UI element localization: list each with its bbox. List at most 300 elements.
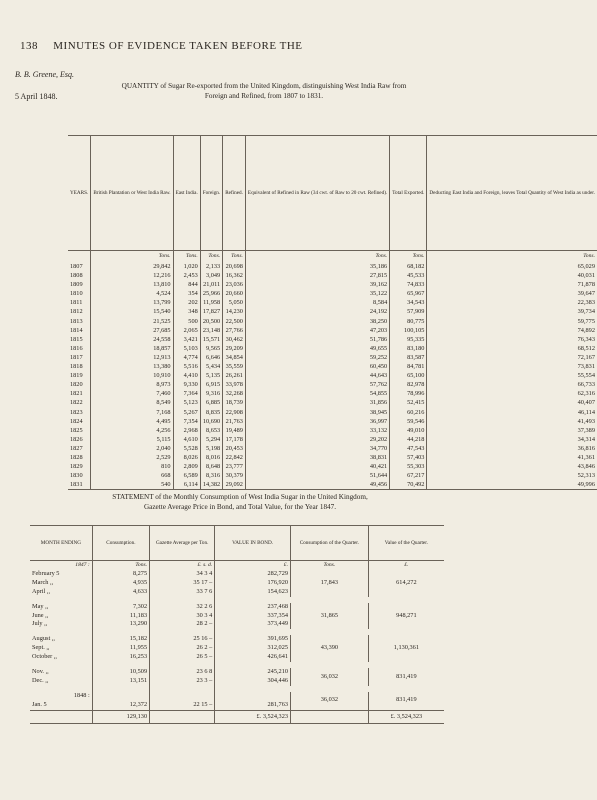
running-header — [20, 40, 440, 52]
value-cell: 33,132 — [245, 426, 389, 435]
value-cell: 35,559 — [223, 362, 246, 371]
year-cell: 1816 — [70, 344, 83, 352]
value-cell: 29,842 — [91, 262, 173, 271]
value-cell: 21,525 — [91, 317, 173, 326]
year-cell: 1817 — [70, 353, 83, 361]
value-cell: 20,500 — [200, 317, 222, 326]
value-cell: 57,762 — [245, 380, 389, 389]
value-cell: 15,540 — [91, 307, 173, 316]
value-cell: 2,529 — [91, 453, 173, 462]
year-cell: 1814 — [70, 326, 83, 334]
value-cell: 15,571 — [200, 335, 222, 344]
total-consumption: 129,130 — [92, 710, 149, 723]
table1-caption — [84, 82, 444, 101]
value-cell: 5,294 — [200, 435, 222, 444]
month-cell: May ,, — [32, 602, 49, 610]
table-row — [68, 289, 597, 298]
year-cell: 1829 — [70, 463, 83, 471]
value-cell: 8,549 — [91, 398, 173, 407]
total-quarter-value: £. 3,524,323 — [368, 710, 444, 723]
value-cell: 76,343 — [427, 335, 597, 344]
value-cell: 22,908 — [223, 408, 246, 417]
value-cell: 202 — [173, 298, 200, 307]
value-cell: 59,252 — [245, 353, 389, 362]
table-row — [68, 353, 597, 362]
value-cell: 23,036 — [223, 280, 246, 289]
evidence-date: 5 April 1848. — [15, 92, 58, 101]
table2-unit-2: £. s. d. — [150, 561, 215, 570]
value-cell: 7,302 — [92, 603, 149, 612]
empty-cell — [215, 692, 291, 701]
value-cell: 29,209 — [223, 344, 246, 353]
value-cell: 8,026 — [173, 453, 200, 462]
table2-unit-3: £. — [215, 561, 291, 570]
value-cell: 32 2 6 — [150, 603, 215, 612]
value-cell: 237,468 — [215, 603, 291, 612]
value-cell: 2,453 — [173, 271, 200, 280]
value-cell: 83,587 — [390, 353, 427, 362]
value-cell: 10,910 — [91, 371, 173, 380]
table1-header-0: YEARS. — [68, 136, 91, 251]
quarter-value: 948,271 — [368, 603, 444, 630]
quarter-consumption: 31,865 — [291, 603, 369, 630]
value-cell: 2,968 — [173, 426, 200, 435]
value-cell: 5,528 — [173, 444, 200, 453]
value-cell: 51,786 — [245, 335, 389, 344]
value-cell: 2,133 — [200, 262, 222, 271]
value-cell: 8,653 — [200, 426, 222, 435]
table2-header-5: Value of the Quarter. — [368, 526, 444, 561]
year-cell: 1812 — [70, 308, 83, 316]
table2-unit-1: Tons. — [92, 561, 149, 570]
table-row — [68, 389, 597, 398]
value-cell: 40,031 — [427, 271, 597, 280]
quarter-consumption: 36,032 — [291, 668, 369, 686]
value-cell: 4,410 — [173, 371, 200, 380]
table2-header-2: Gazette Average per Ton. — [150, 526, 215, 561]
value-cell: 540 — [91, 480, 173, 490]
table-row — [30, 603, 444, 612]
table-row — [68, 317, 597, 326]
value-cell: 40,421 — [245, 462, 389, 471]
value-cell: 25,966 — [200, 289, 222, 298]
value-cell: 810 — [91, 462, 173, 471]
year-label: 1848 : — [73, 691, 90, 699]
value-cell: 74,833 — [390, 280, 427, 289]
year-cell: 1811 — [70, 299, 83, 307]
value-cell: 14,230 — [223, 307, 246, 316]
table1-unit-5: Tons. — [245, 251, 389, 263]
month-cell: Dec. ,, — [32, 676, 49, 684]
year-cell: 1831 — [68, 480, 91, 490]
value-cell: 12,216 — [91, 271, 173, 280]
value-cell: 22,383 — [427, 298, 597, 307]
quarter-value: 1,130,361 — [368, 635, 444, 662]
value-cell: 4,633 — [92, 588, 149, 597]
table-row — [30, 570, 444, 579]
value-cell: 10,690 — [200, 417, 222, 426]
value-cell: 41,361 — [427, 453, 597, 462]
value-cell: 5,115 — [91, 435, 173, 444]
value-cell: 27,766 — [223, 326, 246, 335]
value-cell: 84,781 — [390, 362, 427, 371]
value-cell: 500 — [173, 317, 200, 326]
table-row — [68, 271, 597, 280]
value-cell: 15,182 — [92, 635, 149, 644]
value-cell: 33,978 — [223, 380, 246, 389]
month-cell: October ,, — [32, 653, 58, 661]
table2-unit-0: 1847 : — [75, 562, 90, 568]
total-row — [30, 710, 444, 723]
value-cell: 5,103 — [173, 344, 200, 353]
value-cell: 44,643 — [245, 371, 389, 380]
quarter-value: 831,419 — [368, 668, 444, 686]
value-cell: 7,460 — [91, 389, 173, 398]
value-cell: 8,316 — [200, 471, 222, 480]
table-row — [68, 398, 597, 407]
value-cell: 13,380 — [91, 362, 173, 371]
month-cell: March ,, — [32, 578, 54, 586]
value-cell: 25 16 – — [150, 635, 215, 644]
value-cell: 29,202 — [245, 435, 389, 444]
value-cell: 17,178 — [223, 435, 246, 444]
value-cell: 21,011 — [200, 280, 222, 289]
year-cell: 1824 — [70, 417, 83, 425]
quarter-value: 831,419 — [368, 692, 444, 710]
table1-unit-6: Tons. — [390, 251, 427, 263]
value-cell: 11,183 — [92, 612, 149, 621]
value-cell: 5,267 — [173, 408, 200, 417]
monthly-consumption-table — [30, 525, 444, 724]
table-row — [68, 326, 597, 335]
value-cell: 337,354 — [215, 612, 291, 621]
year-cell: 1827 — [70, 444, 83, 452]
month-cell: April ,, — [32, 587, 51, 595]
value-cell: 34 3 4 — [150, 570, 215, 579]
value-cell: 17,827 — [200, 307, 222, 316]
value-cell: 49,010 — [390, 426, 427, 435]
value-cell: 26 2 – — [150, 644, 215, 653]
value-cell: 49,456 — [245, 480, 389, 490]
value-cell: 34,314 — [427, 435, 597, 444]
year-cell: 1830 — [70, 472, 83, 480]
table-row — [68, 444, 597, 453]
value-cell: 312,025 — [215, 644, 291, 653]
month-cell: Sept. ,, — [32, 644, 50, 652]
value-cell: 18,739 — [223, 398, 246, 407]
value-cell: 5,198 — [200, 444, 222, 453]
value-cell: 22,842 — [223, 453, 246, 462]
value-cell: 23 3 – — [150, 677, 215, 686]
value-cell: 70,492 — [390, 480, 427, 490]
value-cell: 34,770 — [245, 444, 389, 453]
value-cell: 65,029 — [427, 262, 597, 271]
value-cell: 39,734 — [427, 307, 597, 316]
value-cell: 348 — [173, 307, 200, 316]
value-cell: 176,920 — [215, 579, 291, 588]
table-row — [68, 380, 597, 389]
table1-header-2: East India. — [173, 136, 200, 251]
value-cell: 7,168 — [91, 408, 173, 417]
value-cell: 281,763 — [215, 701, 291, 710]
table-row — [68, 335, 597, 344]
value-cell: 373,449 — [215, 620, 291, 629]
value-cell: 39,162 — [245, 280, 389, 289]
value-cell: 55,554 — [427, 371, 597, 380]
value-cell: 4,610 — [173, 435, 200, 444]
value-cell: 24,192 — [245, 307, 389, 316]
value-cell: 43,846 — [427, 462, 597, 471]
value-cell: 71,878 — [427, 280, 597, 289]
value-cell: 4,935 — [92, 579, 149, 588]
value-cell: 13,810 — [91, 280, 173, 289]
year-cell: 1823 — [70, 408, 83, 416]
table2-caption-line1: STATEMENT of the Monthly Consumption of West India Sugar in the United Kingdom, — [112, 493, 368, 501]
value-cell: 20,660 — [223, 289, 246, 298]
value-cell: 30,379 — [223, 471, 246, 480]
value-cell: 245,210 — [215, 668, 291, 677]
value-cell: 55,303 — [390, 462, 427, 471]
value-cell: 6,885 — [200, 398, 222, 407]
table-row — [68, 262, 597, 271]
value-cell: 27,685 — [91, 326, 173, 335]
value-cell: 391,695 — [215, 635, 291, 644]
value-cell: 154,623 — [215, 588, 291, 597]
value-cell: 68,182 — [390, 262, 427, 271]
value-cell: 41,493 — [427, 417, 597, 426]
table-row — [68, 480, 597, 490]
value-cell: 82,978 — [390, 380, 427, 389]
value-cell: 20,698 — [223, 262, 246, 271]
value-cell: 49,655 — [245, 344, 389, 353]
value-cell: 23 6 8 — [150, 668, 215, 677]
value-cell: 844 — [173, 280, 200, 289]
table-row — [68, 417, 597, 426]
value-cell: 4,774 — [173, 353, 200, 362]
value-cell: 354 — [173, 289, 200, 298]
year-cell: 1807 — [70, 263, 83, 270]
table1-header-4: Refined. — [223, 136, 246, 251]
value-cell: 39,647 — [427, 289, 597, 298]
table1-unit-2: Tons. — [173, 251, 200, 263]
year-cell: 1815 — [70, 335, 83, 343]
value-cell: 26,261 — [223, 371, 246, 380]
value-cell: 668 — [91, 471, 173, 480]
value-cell: 12,372 — [92, 701, 149, 710]
table-row — [30, 635, 444, 644]
value-cell: 14,382 — [200, 480, 222, 490]
value-cell: 6,114 — [173, 480, 200, 490]
quarter-consumption: 17,843 — [291, 570, 369, 597]
value-cell: 100,105 — [390, 326, 427, 335]
table1-unit-7: Tons. — [427, 251, 597, 263]
value-cell: 38,250 — [245, 317, 389, 326]
value-cell: 6,646 — [200, 353, 222, 362]
table-row — [68, 435, 597, 444]
value-cell: 47,203 — [245, 326, 389, 335]
table2-unit-5: £. — [368, 561, 444, 570]
header-title: MINUTES OF EVIDENCE TAKEN BEFORE THE — [53, 40, 303, 52]
table-row — [68, 462, 597, 471]
table2-header-3: VALUE IN BOND. — [215, 526, 291, 561]
value-cell: 2,040 — [91, 444, 173, 453]
year-cell: 1809 — [70, 281, 83, 289]
value-cell: 2,809 — [173, 462, 200, 471]
value-cell: 32,268 — [223, 389, 246, 398]
table1-unit-4: Tons. — [223, 251, 246, 263]
value-cell: 426,641 — [215, 653, 291, 662]
value-cell: 8,648 — [200, 462, 222, 471]
value-cell: 10,509 — [92, 668, 149, 677]
value-cell: 47,543 — [390, 444, 427, 453]
value-cell: 31,856 — [245, 398, 389, 407]
quarter-consumption: 36,032 — [291, 692, 369, 710]
value-cell: 5,434 — [200, 362, 222, 371]
value-cell: 26 5 – — [150, 653, 215, 662]
value-cell: 5,135 — [200, 371, 222, 380]
year-cell: 1810 — [70, 290, 83, 298]
table2-header-1: Consumption. — [92, 526, 149, 561]
value-cell: 11,958 — [200, 298, 222, 307]
value-cell: 11,955 — [92, 644, 149, 653]
table1-header-1: British Plantation or West India Raw. — [91, 136, 173, 251]
value-cell: 78,996 — [390, 389, 427, 398]
value-cell: 46,114 — [427, 408, 597, 417]
value-cell: 8,584 — [245, 298, 389, 307]
value-cell: 35,186 — [245, 262, 389, 271]
value-cell: 35,122 — [245, 289, 389, 298]
value-cell: 38,831 — [245, 453, 389, 462]
year-cell: 1828 — [70, 453, 83, 461]
table2-header-0: MONTH ENDING — [30, 526, 92, 561]
month-cell: July ,, — [32, 620, 48, 628]
value-cell: 8,835 — [200, 408, 222, 417]
value-cell: 65,100 — [390, 371, 427, 380]
value-cell: 9,565 — [200, 344, 222, 353]
value-cell: 2,065 — [173, 326, 200, 335]
value-cell: 65,967 — [390, 289, 427, 298]
value-cell: 7,354 — [173, 417, 200, 426]
value-cell: 45,533 — [390, 271, 427, 280]
value-cell: 13,799 — [91, 298, 173, 307]
table1-unit-3: Tons. — [200, 251, 222, 263]
value-cell: 282,729 — [215, 570, 291, 579]
value-cell: 8,016 — [200, 453, 222, 462]
value-cell: 60,216 — [390, 408, 427, 417]
value-cell: 74,892 — [427, 326, 597, 335]
table1-units-row — [68, 251, 597, 263]
value-cell: 20,453 — [223, 444, 246, 453]
value-cell: 16,253 — [92, 653, 149, 662]
value-cell: 5,123 — [173, 398, 200, 407]
value-cell: 36,997 — [245, 417, 389, 426]
value-cell: 37,389 — [427, 426, 597, 435]
value-cell: 72,167 — [427, 353, 597, 362]
value-cell: 21,763 — [223, 417, 246, 426]
value-cell: 22,500 — [223, 317, 246, 326]
table-row — [68, 307, 597, 316]
quarter-value: 614,272 — [368, 570, 444, 597]
value-cell: 28 2 – — [150, 620, 215, 629]
table1-header-6: Total Exported. — [390, 136, 427, 251]
table1-header-3: Foreign. — [200, 136, 222, 251]
value-cell: 68,512 — [427, 344, 597, 353]
value-cell: 59,546 — [390, 417, 427, 426]
value-cell: 18,857 — [91, 344, 173, 353]
total-value: £. 3,524,323 — [215, 710, 291, 723]
value-cell: 36,816 — [427, 444, 597, 453]
value-cell: 62,316 — [427, 389, 597, 398]
year-cell: 1822 — [70, 399, 83, 407]
table2-caption-line2: Gazette Average Price in Bond, and Total Value, for the Year 1847. — [143, 502, 337, 511]
value-cell: 3,421 — [173, 335, 200, 344]
value-cell: 19,489 — [223, 426, 246, 435]
table-row — [68, 298, 597, 307]
value-cell: 49,996 — [427, 480, 597, 490]
value-cell: 23,148 — [200, 326, 222, 335]
table-row — [68, 408, 597, 417]
value-cell: 52,415 — [390, 398, 427, 407]
table1-caption-line2: Foreign and Refined, from 1807 to 1831. — [204, 91, 324, 100]
value-cell: 34,854 — [223, 353, 246, 362]
empty-cell — [150, 710, 215, 723]
year-1848-row — [30, 692, 444, 701]
value-cell: 95,335 — [390, 335, 427, 344]
value-cell: 3,049 — [200, 271, 222, 280]
value-cell: 40,407 — [427, 398, 597, 407]
table-row — [68, 371, 597, 380]
value-cell: 51,644 — [245, 471, 389, 480]
value-cell: 5,050 — [223, 298, 246, 307]
value-cell: 66,733 — [427, 380, 597, 389]
value-cell: 59,775 — [427, 317, 597, 326]
month-cell: February 5 — [32, 569, 60, 577]
sugar-reexport-table — [68, 135, 597, 490]
value-cell: 4,495 — [91, 417, 173, 426]
table-row — [68, 362, 597, 371]
table-row — [68, 471, 597, 480]
value-cell: 73,831 — [427, 362, 597, 371]
page-number: 138 — [20, 40, 38, 52]
value-cell: 52,313 — [427, 471, 597, 480]
value-cell: 1,020 — [173, 262, 200, 271]
table1-header-5: Equivalent of Refined in Raw (34 cwt. of Raw to 20 cwt. Refined). — [245, 136, 389, 251]
value-cell: 8,973 — [91, 380, 173, 389]
table1-header-7: Deducting East India and Foreign, leaves Total Quantity of West India as under. — [427, 136, 597, 251]
table1-caption-line1: QUANTITY of Sugar Re-exported from the United Kingdom, distinguishing West India Raw from — [121, 82, 407, 90]
empty-cell — [291, 710, 369, 723]
value-cell: 83,180 — [390, 344, 427, 353]
value-cell: 27,815 — [245, 271, 389, 280]
quarter-consumption: 43,390 — [291, 635, 369, 662]
year-cell: 1820 — [70, 381, 83, 389]
table2-unit-4: Tons. — [291, 561, 369, 570]
table-row — [68, 344, 597, 353]
value-cell: 13,151 — [92, 677, 149, 686]
value-cell: 7,364 — [173, 389, 200, 398]
year-cell: 1818 — [70, 363, 83, 371]
value-cell: 304,446 — [215, 677, 291, 686]
value-cell: 60,450 — [245, 362, 389, 371]
empty-cell — [150, 692, 215, 701]
month-cell: June ,, — [32, 611, 49, 619]
table1-unit-0 — [68, 251, 91, 263]
year-cell: 1821 — [70, 390, 83, 398]
table2-units-row — [30, 561, 444, 570]
year-cell: 1813 — [70, 317, 83, 325]
value-cell: 44,218 — [390, 435, 427, 444]
month-cell: Nov. ,, — [32, 668, 49, 676]
